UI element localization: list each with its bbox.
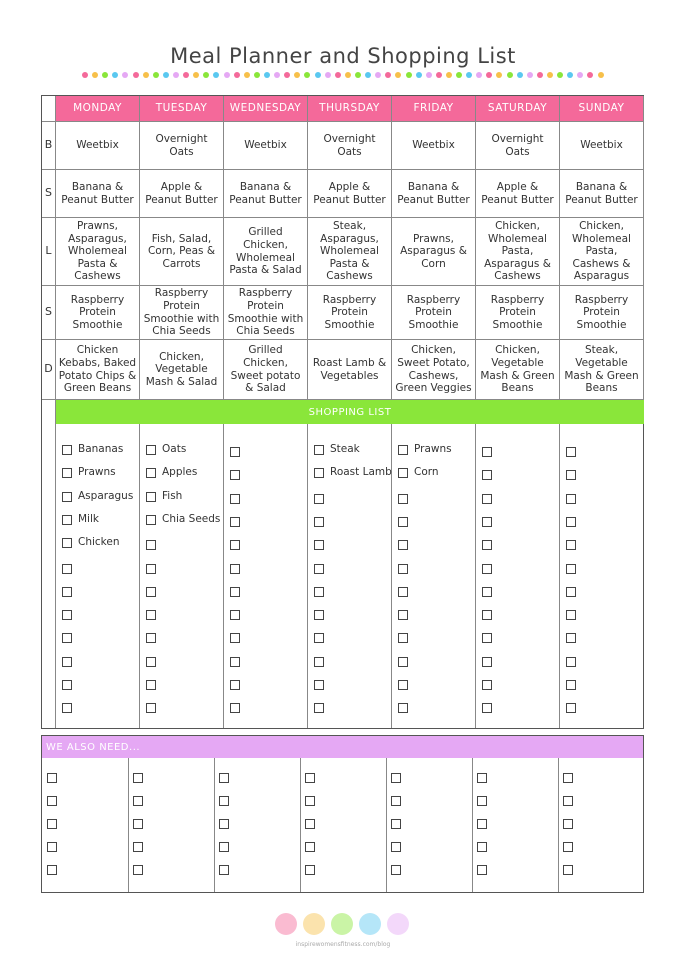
shopping-checkbox[interactable] [566,564,576,574]
shopping-checkbox[interactable] [146,445,156,455]
decorative-dot [365,72,371,78]
footer-url: inspirewomensfitness.com/blog [295,941,391,948]
shopping-checkbox[interactable] [314,445,324,455]
decorative-dot [345,72,351,78]
shopping-checkbox[interactable] [230,703,240,713]
meal-cell: Raspberry Protein Smoothie with Chia Seeds [224,286,308,340]
shopping-checkbox[interactable] [62,564,72,574]
meal-cell: Prawns, Asparagus, Wholemeal Pasta & Cashews [56,218,140,286]
shopping-checkbox[interactable] [314,657,324,667]
decorative-dot [143,72,149,78]
need-checkbox[interactable] [391,842,401,852]
decorative-dot [224,72,230,78]
meal-cell: Raspberry Protein Smoothie [392,286,476,340]
decorative-dot [325,72,331,78]
meal-cell: Weetbix [560,122,644,170]
shopping-checkbox[interactable] [398,657,408,667]
shopping-checkbox[interactable] [482,703,492,713]
column-divider [475,424,476,728]
shopping-item-label: Prawns [414,443,452,455]
decorative-dot [92,72,98,78]
page-title: Meal Planner and Shopping List [170,44,516,68]
need-checkbox[interactable] [563,796,573,806]
meal-cell: Chicken, Wholemeal Pasta, Cashews & Asparagus [560,218,644,286]
shopping-checkbox[interactable] [482,447,492,457]
column-divider [223,424,224,728]
shopping-item-label: Chicken [78,536,120,548]
decorative-dot [122,72,128,78]
need-checkbox[interactable] [133,819,143,829]
meal-cell: Roast Lamb & Vegetables [308,340,392,400]
shopping-checkbox[interactable] [482,610,492,620]
shopping-item-label: Fish [162,490,183,502]
shopping-item-label: Corn [414,466,439,478]
decorative-dots [82,72,604,80]
shopping-checkbox[interactable] [566,447,576,457]
decorative-dot [82,72,88,78]
decorative-dot [355,72,361,78]
shopping-checkbox[interactable] [482,680,492,690]
shopping-checkbox[interactable] [314,587,324,597]
decorative-dot [476,72,482,78]
day-header: THURSDAY [308,96,392,122]
shopping-item-label: Roast Lamb [330,466,392,478]
decorative-dot [213,72,219,78]
shopping-checkbox[interactable] [62,538,72,548]
decorative-dot [426,72,432,78]
shopping-checkbox[interactable] [482,564,492,574]
need-checkbox[interactable] [133,842,143,852]
column-divider [472,758,473,892]
shopping-checkbox[interactable] [398,540,408,550]
shopping-item-label: Oats [162,443,187,455]
shopping-checkbox[interactable] [230,447,240,457]
decorative-dot [527,72,533,78]
shopping-checkbox[interactable] [62,680,72,690]
day-header: MONDAY [56,96,140,122]
need-checkbox[interactable] [391,796,401,806]
need-checkbox[interactable] [477,773,487,783]
shopping-item-label: Apples [162,466,198,478]
column-divider [559,424,560,728]
need-checkbox[interactable] [477,865,487,875]
shopping-checkbox[interactable] [398,703,408,713]
need-checkbox[interactable] [305,842,315,852]
meal-cell: Weetbix [56,122,140,170]
column-divider [386,758,387,892]
shopping-item-label: Bananas [78,443,124,455]
need-checkbox[interactable] [219,773,229,783]
shopping-checkbox[interactable] [230,540,240,550]
need-checkbox[interactable] [305,773,315,783]
decorative-dot [557,72,563,78]
meal-cell: Apple & Peanut Butter [476,170,560,218]
column-divider [300,758,301,892]
meal-cell: Banana & Peanut Butter [560,170,644,218]
decorative-dot [183,72,189,78]
meal-cell: Raspberry Protein Smoothie with Chia Seeds [140,286,224,340]
shopping-checkbox[interactable] [566,470,576,480]
decorative-dot [517,72,523,78]
meal-cell: Raspberry Protein Smoothie [56,286,140,340]
decorative-dot [406,72,412,78]
shopping-checkbox[interactable] [146,657,156,667]
we-also-need-section [41,735,644,893]
shopping-checkbox[interactable] [230,657,240,667]
meal-cell: Banana & Peanut Butter [392,170,476,218]
need-checkbox[interactable] [47,796,57,806]
decorative-dot [567,72,573,78]
meal-cell: Steak, Asparagus, Wholemeal Pasta & Cashews [308,218,392,286]
shopping-checkbox[interactable] [314,610,324,620]
meal-cell: Grilled Chicken, Wholemeal Pasta & Salad [224,218,308,286]
need-checkbox[interactable] [219,842,229,852]
shopping-checkbox[interactable] [314,564,324,574]
shopping-checkbox[interactable] [62,633,72,643]
shopping-checkbox[interactable] [566,540,576,550]
shopping-checkbox[interactable] [482,517,492,527]
meal-cell: Grilled Chicken, Sweet potato & Salad [224,340,308,400]
shopping-checkbox[interactable] [482,633,492,643]
need-checkbox[interactable] [305,819,315,829]
need-checkbox[interactable] [47,842,57,852]
meal-cell: Banana & Peanut Butter [224,170,308,218]
shopping-checkbox[interactable] [398,564,408,574]
shopping-checkbox[interactable] [314,540,324,550]
shopping-checkbox[interactable] [398,494,408,504]
shopping-checkbox[interactable] [146,468,156,478]
shopping-checkbox[interactable] [62,515,72,525]
shopping-item-label: Prawns [78,466,116,478]
meal-planner-table [41,95,644,729]
decorative-dot [112,72,118,78]
shopping-checkbox[interactable] [482,587,492,597]
column-divider [139,424,140,728]
shopping-checkbox[interactable] [62,587,72,597]
shopping-item-label: Chia Seeds [162,513,221,525]
decorative-dot [446,72,452,78]
decorative-dot [547,72,553,78]
shopping-checkbox[interactable] [314,494,324,504]
shopping-checkbox[interactable] [566,494,576,504]
decorative-dot [466,72,472,78]
meal-cell: Prawns, Asparagus & Corn [392,218,476,286]
meal-cell: Fish, Salad, Corn, Peas & Carrots [140,218,224,286]
decorative-dot [153,72,159,78]
shopping-checkbox[interactable] [230,564,240,574]
meal-cell: Chicken, Wholemeal Pasta, Asparagus & Cashews [476,218,560,286]
shopping-checkbox[interactable] [398,517,408,527]
shopping-item-label: Milk [78,513,99,525]
shopping-checkbox[interactable] [314,517,324,527]
need-checkbox[interactable] [219,865,229,875]
shopping-checkbox[interactable] [566,657,576,667]
footer-logo [268,913,416,941]
decorative-dot [244,72,250,78]
shopping-checkbox[interactable] [230,494,240,504]
decorative-dot [496,72,502,78]
corner-cell [42,96,56,122]
decorative-dot [375,72,381,78]
shopping-item-label: Asparagus [78,490,134,502]
meal-cell: Raspberry Protein Smoothie [560,286,644,340]
decorative-dot [133,72,139,78]
shopping-checkbox[interactable] [566,587,576,597]
shopping-checkbox[interactable] [398,680,408,690]
column-divider [55,400,56,728]
shopping-checkbox[interactable] [566,610,576,620]
decorative-dot [304,72,310,78]
decorative-dot [587,72,593,78]
need-checkbox[interactable] [477,819,487,829]
meal-cell: Chicken, Sweet Potato, Cashews, Green Veggies [392,340,476,400]
meal-cell: Raspberry Protein Smoothie [308,286,392,340]
shopping-item-label: Steak [330,443,360,455]
need-checkbox[interactable] [563,773,573,783]
shopping-checkbox[interactable] [62,657,72,667]
day-header: SATURDAY [476,96,560,122]
meal-row-label: S [42,286,56,340]
decorative-dot [577,72,583,78]
shopping-checkbox[interactable] [230,633,240,643]
day-header: FRIDAY [392,96,476,122]
meal-cell: Chicken, Vegetable Mash & Salad [140,340,224,400]
shopping-checkbox[interactable] [146,610,156,620]
meal-cell: Raspberry Protein Smoothie [476,286,560,340]
shopping-checkbox[interactable] [398,468,408,478]
shopping-checkbox[interactable] [314,468,324,478]
need-checkbox[interactable] [477,796,487,806]
need-checkbox[interactable] [219,796,229,806]
meal-cell: Weetbix [224,122,308,170]
shopping-checkbox[interactable] [482,657,492,667]
decorative-dot [274,72,280,78]
shopping-checkbox[interactable] [230,517,240,527]
decorative-dot [416,72,422,78]
shopping-checkbox[interactable] [62,468,72,478]
column-divider [214,758,215,892]
we-also-need-header: WE ALSO NEED... [42,736,643,758]
shopping-checkbox[interactable] [230,610,240,620]
need-checkbox[interactable] [133,773,143,783]
decorative-dot [284,72,290,78]
shopping-checkbox[interactable] [230,680,240,690]
need-checkbox[interactable] [563,842,573,852]
decorative-dot [507,72,513,78]
meal-cell: Chicken, Vegetable Mash & Green Beans [476,340,560,400]
shopping-checkbox[interactable] [230,587,240,597]
decorative-dot [335,72,341,78]
meal-row-label: L [42,218,56,286]
shopping-checkbox[interactable] [482,470,492,480]
shopping-checkbox[interactable] [398,633,408,643]
decorative-dot [537,72,543,78]
meal-cell: Overnight Oats [140,122,224,170]
decorative-dot [234,72,240,78]
decorative-dot [294,72,300,78]
shopping-checkbox[interactable] [314,633,324,643]
shopping-list-header: SHOPPING LIST [56,400,644,424]
column-divider [558,758,559,892]
shopping-checkbox[interactable] [566,703,576,713]
decorative-dot [456,72,462,78]
need-checkbox[interactable] [133,796,143,806]
shopping-checkbox[interactable] [482,494,492,504]
shopping-checkbox[interactable] [62,445,72,455]
need-checkbox[interactable] [391,819,401,829]
decorative-dot [395,72,401,78]
shopping-checkbox[interactable] [146,633,156,643]
meal-cell: Steak, Vegetable Mash & Green Beans [560,340,644,400]
shopping-checkbox[interactable] [398,445,408,455]
shopping-checkbox[interactable] [62,610,72,620]
day-header: WEDNESDAY [224,96,308,122]
decorative-dot [193,72,199,78]
meal-cell: Weetbix [392,122,476,170]
shopping-checkbox[interactable] [482,540,492,550]
need-checkbox[interactable] [305,865,315,875]
shopping-checkbox[interactable] [230,470,240,480]
meal-cell: Apple & Peanut Butter [140,170,224,218]
day-header: TUESDAY [140,96,224,122]
shopping-checkbox[interactable] [146,515,156,525]
meal-row-label: S [42,170,56,218]
meal-row-label: B [42,122,56,170]
shopping-checkbox[interactable] [146,703,156,713]
need-checkbox[interactable] [477,842,487,852]
decorative-dot [385,72,391,78]
need-checkbox[interactable] [391,865,401,875]
decorative-dot [315,72,321,78]
decorative-dot [436,72,442,78]
decorative-dot [173,72,179,78]
column-divider [128,758,129,892]
shopping-checkbox[interactable] [146,587,156,597]
shopping-checkbox[interactable] [398,587,408,597]
shopping-checkbox[interactable] [566,680,576,690]
shopping-checkbox[interactable] [146,540,156,550]
day-header: SUNDAY [560,96,644,122]
meal-cell: Overnight Oats [308,122,392,170]
decorative-dot [486,72,492,78]
need-checkbox[interactable] [133,865,143,875]
shopping-checkbox[interactable] [314,703,324,713]
need-checkbox[interactable] [219,819,229,829]
decorative-dot [264,72,270,78]
need-checkbox[interactable] [305,796,315,806]
meal-cell: Overnight Oats [476,122,560,170]
shopping-checkbox[interactable] [146,564,156,574]
shopping-checkbox[interactable] [146,492,156,502]
need-checkbox[interactable] [391,773,401,783]
decorative-dot [254,72,260,78]
need-checkbox[interactable] [563,819,573,829]
meal-cell: Chicken Kebabs, Baked Potato Chips & Green Beans [56,340,140,400]
shopping-checkbox[interactable] [398,610,408,620]
shopping-checkbox[interactable] [62,703,72,713]
column-divider [307,424,308,728]
meal-row-label: D [42,340,56,400]
decorative-dot [598,72,604,78]
need-checkbox[interactable] [47,865,57,875]
need-checkbox[interactable] [563,865,573,875]
need-checkbox[interactable] [47,819,57,829]
decorative-dot [163,72,169,78]
shopping-checkbox[interactable] [62,492,72,502]
shopping-checkbox[interactable] [566,517,576,527]
decorative-dot [203,72,209,78]
shopping-checkbox[interactable] [566,633,576,643]
decorative-dot [102,72,108,78]
shopping-checkbox[interactable] [314,680,324,690]
need-checkbox[interactable] [47,773,57,783]
meal-cell: Banana & Peanut Butter [56,170,140,218]
shopping-checkbox[interactable] [146,680,156,690]
meal-cell: Apple & Peanut Butter [308,170,392,218]
